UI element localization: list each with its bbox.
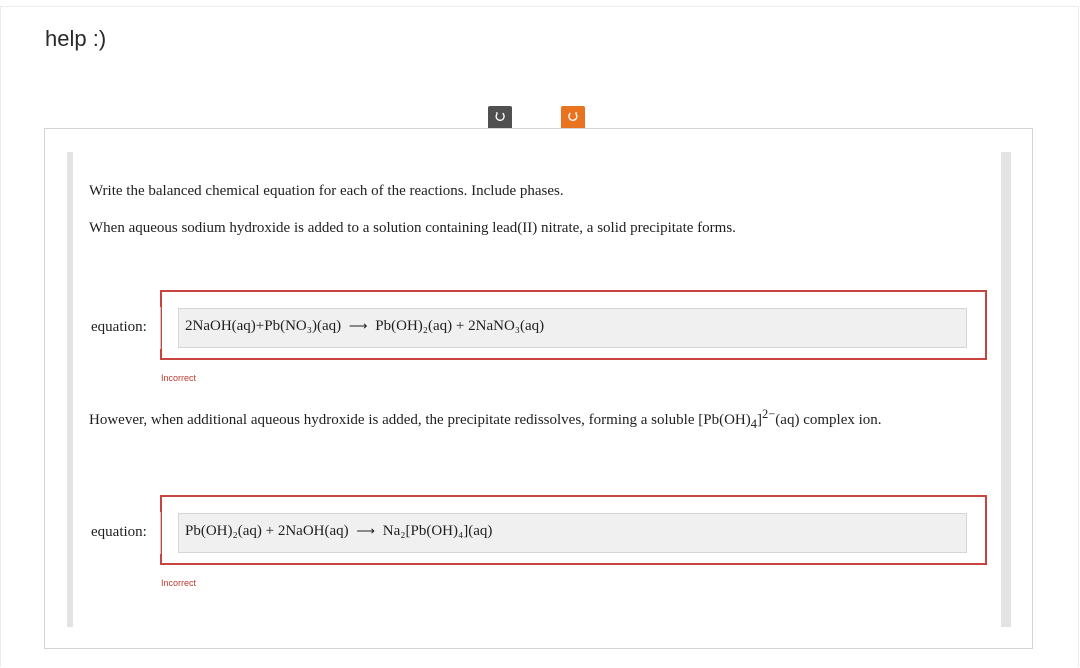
reaction-arrow: ⟶ <box>356 523 376 538</box>
part2-prompt: However, when additional aqueous hydroxide is added, the precipitate redissolves, forming a soluble $[Pb(OH)_4]^{2-}(aq)$ complex ion. <box>89 407 882 431</box>
right-scrollbar[interactable] <box>1001 152 1011 627</box>
undo-button[interactable] <box>488 106 512 130</box>
equation-1-label: equation: <box>91 319 147 335</box>
question-card <box>44 128 1033 649</box>
redo-button[interactable] <box>561 106 585 130</box>
reaction-arrow: ⟶ <box>348 318 368 333</box>
undo-icon <box>494 109 506 127</box>
instruction-text: Write the balanced chemical equation for each of the reactions. Include phases. <box>89 183 564 199</box>
part1-prompt: When aqueous sodium hydroxide is added to a solution containing lead(II) nitrate, a solid precipitate forms. <box>89 220 736 236</box>
equation-2-feedback: Incorrect <box>161 578 197 588</box>
equation-1-reactants: 2NaOH(aq)+Pb(NO₃)(aq) <box>185 318 342 334</box>
equation-1-feedback: Incorrect <box>161 373 197 383</box>
equation-2-label: equation: <box>91 524 147 540</box>
equation-1-input[interactable] <box>178 308 967 348</box>
redo-icon <box>567 109 579 127</box>
label-divider <box>160 512 161 554</box>
left-scrollbar[interactable] <box>67 152 73 627</box>
equation-2-input[interactable] <box>178 513 967 553</box>
post-title: help :) <box>45 26 107 51</box>
equation-1-products: Pb(OH)₂(aq) + 2NaNO₃(aq) <box>375 318 545 334</box>
equation-2-products: Na₂[Pb(OH)₄](aq) <box>382 523 493 539</box>
equation-2-reactants: Pb(OH)₂(aq) + 2NaOH(aq) <box>185 523 349 539</box>
label-divider <box>160 307 161 349</box>
